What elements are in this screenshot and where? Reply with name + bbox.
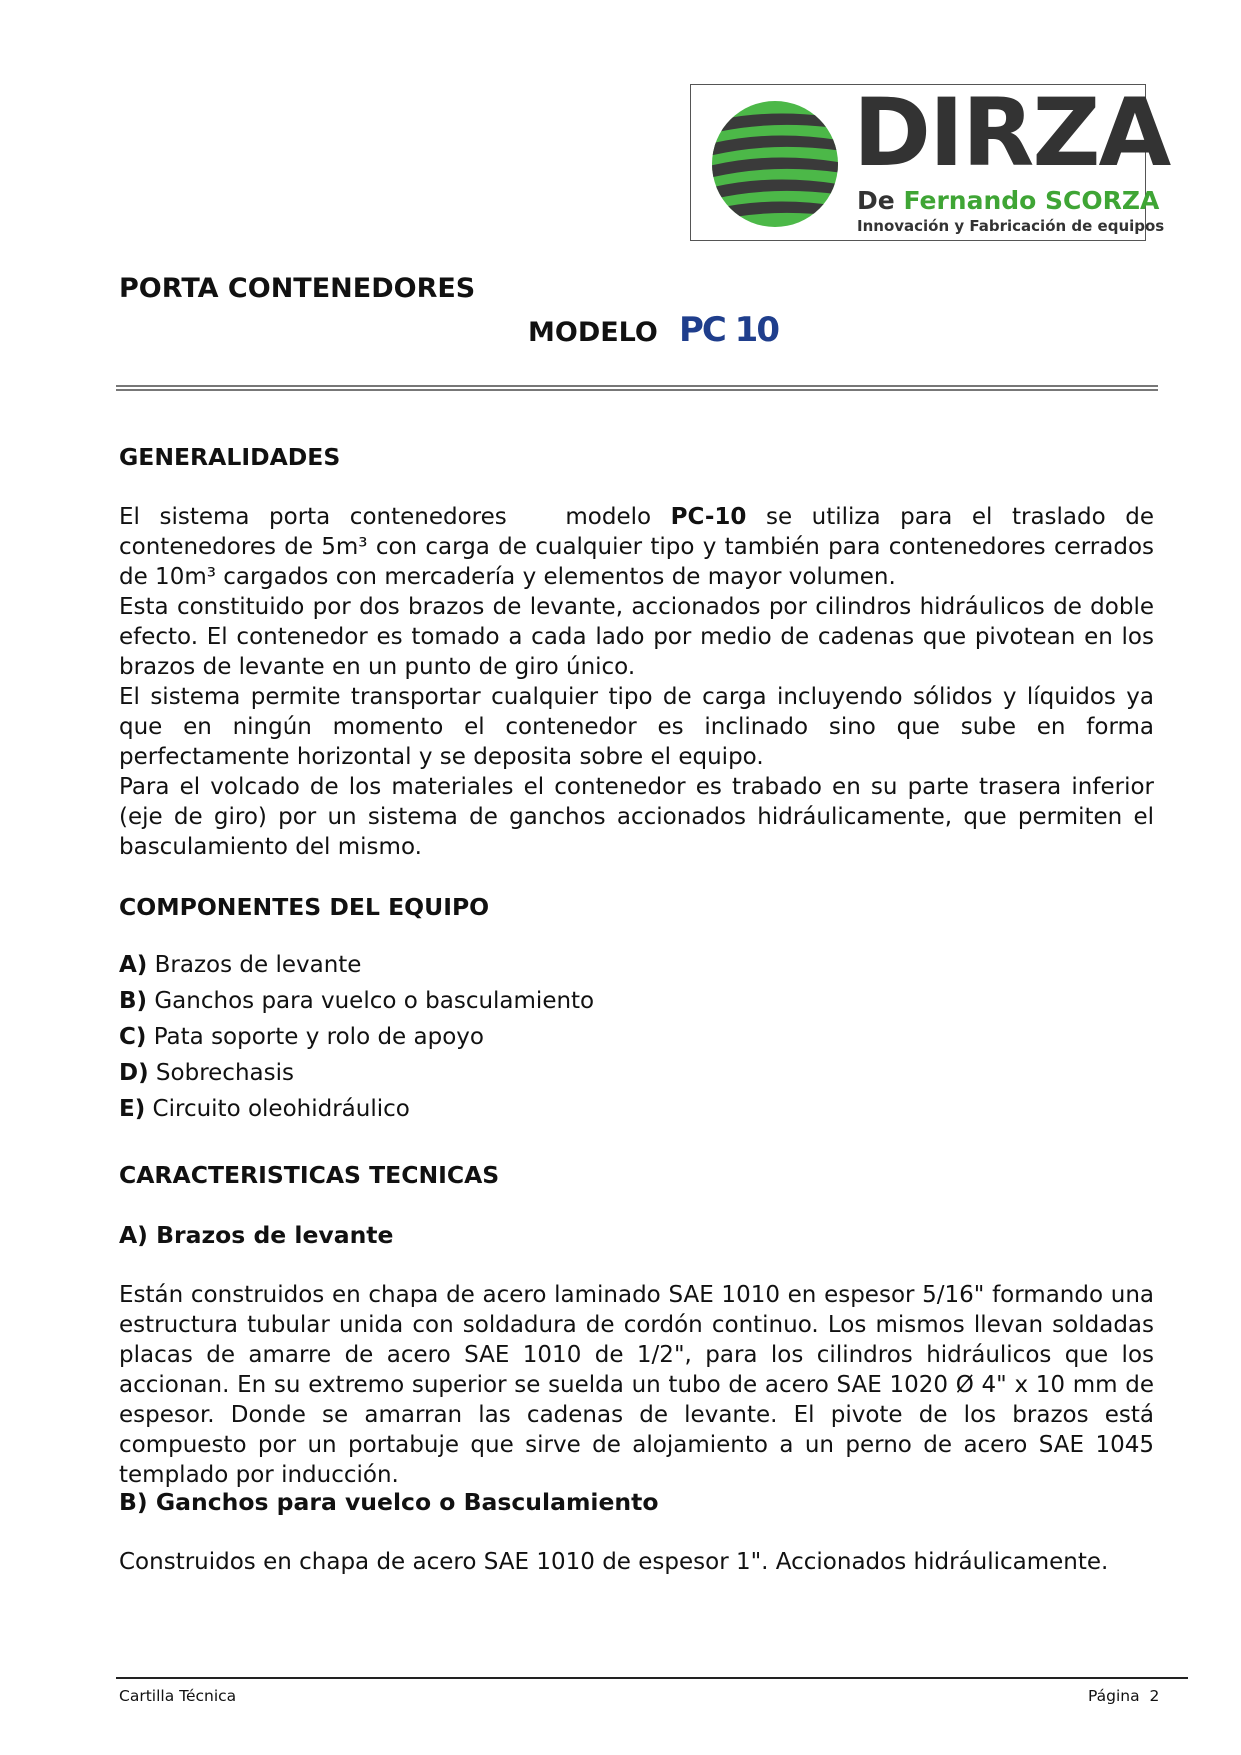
item-letter: A) — [119, 952, 148, 978]
section-generalidades — [119, 442, 1154, 472]
subsection-a — [119, 1220, 1154, 1250]
section-componentes — [119, 892, 1154, 922]
item-letter: C) — [119, 1024, 147, 1050]
green-globe-icon — [705, 97, 855, 231]
page-title: PORTA CONTENEDORES — [119, 273, 476, 304]
item-text: Circuito oleohidráulico — [145, 1096, 410, 1122]
p1-post: se utiliza para el traslado de contenedores de 5m³ con carga de cualquier tipo y también para contenedores cerrados de 10m³ cargados con mercadería y elementos de mayor volumen. — [119, 504, 1154, 590]
item-letter: E) — [119, 1096, 146, 1122]
paragraph-4: Para el volcado de los materiales el contenedor es trabado en su parte trasera inferior (eje de giro) por un sistema de ganchos accionados hidráulicamente, que permiten el basculamiento del mismo. — [119, 774, 1154, 860]
item-letter: B) — [119, 988, 148, 1014]
list-item — [119, 1091, 1154, 1127]
list-item — [119, 1019, 1154, 1055]
paragraph-ganchos: Construidos en chapa de acero SAE 1010 de espesor 1". Accionados hidráulicamente. — [119, 1549, 1109, 1575]
paragraph-2: Esta constituido por dos brazos de levante, accionados por cilindros hidráulicos de doble efecto. El contenedor es tomado a cada lado por medio de cadenas que pivotean en los brazos de levante en un punto de giro único. — [119, 594, 1154, 680]
logo-owner-line — [857, 188, 1159, 213]
heading-componentes: COMPONENTES DEL EQUIPO — [119, 893, 490, 921]
components-list — [119, 947, 1154, 1127]
item-text: Pata soporte y rolo de apoyo — [146, 1024, 484, 1050]
list-item — [119, 1055, 1154, 1091]
p1-bold-model: PC-10 — [670, 504, 747, 530]
subsection-b-body — [119, 1547, 1154, 1577]
logo-brand: DIRZA — [853, 79, 1170, 188]
company-logo — [690, 79, 1170, 241]
item-text: Brazos de levante — [147, 952, 362, 978]
list-item — [119, 947, 1154, 983]
model-label: MODELO — [528, 317, 658, 348]
item-text: Sobrechasis — [148, 1060, 294, 1086]
paragraph-1 — [119, 502, 1154, 592]
item-letter: D) — [119, 1060, 149, 1086]
item-text: Ganchos para vuelco o basculamiento — [147, 988, 595, 1014]
logo-owner: Fernando SCORZA — [903, 186, 1160, 215]
logo-tagline: Innovación y Fabricación de equipos — [857, 217, 1165, 235]
section-caracteristicas — [119, 1160, 1154, 1190]
title-divider — [116, 385, 1158, 391]
heading-generalidades: GENERALIDADES — [119, 443, 341, 471]
heading-ganchos: B) Ganchos para vuelco o Basculamiento — [119, 1488, 659, 1516]
footer-doc-name: Cartilla Técnica — [119, 1687, 237, 1705]
paragraph-3: El sistema permite transportar cualquier tipo de carga incluyendo sólidos y líquidos ya que en ningún momento el contenedor es inclinado sino que sube en forma perfectamente horizontal y se deposita sobre el equipo. — [119, 684, 1154, 770]
paragraph-brazos: Están construidos en chapa de acero laminado SAE 1010 en espesor 5/16" formando una estructura tubular unida con soldadura de cordón continuo. Los mismos llevan soldadas placas de amarre de acero SAE 1010 de 1/2", para los cilindros hidráulicos que los accionan. En su extremo superior se suelda un tubo de acero SAE 1020 Ø 4" x 10 mm de espesor. Donde se amarran las cadenas de levante. El pivote de los brazos está compuesto por un portabuje que sirve de alojamiento a un perno de acero SAE 1045 templado por inducción. — [119, 1282, 1154, 1488]
subsection-a-body — [119, 1280, 1154, 1490]
footer-page-number: Página 2 — [1088, 1687, 1160, 1705]
logo-de: De — [857, 186, 895, 215]
model-line — [528, 310, 778, 350]
heading-brazos: A) Brazos de levante — [119, 1221, 394, 1249]
generalidades-body — [119, 502, 1154, 862]
list-item — [119, 983, 1154, 1019]
heading-caracteristicas: CARACTERISTICAS TECNICAS — [119, 1161, 500, 1189]
model-code: PC 10 — [678, 310, 778, 350]
componentes-list-wrap — [119, 947, 1154, 1127]
footer-divider — [116, 1677, 1188, 1679]
p1-pre: El sistema porta contenedores modelo — [119, 504, 671, 530]
subsection-b — [119, 1487, 1154, 1517]
